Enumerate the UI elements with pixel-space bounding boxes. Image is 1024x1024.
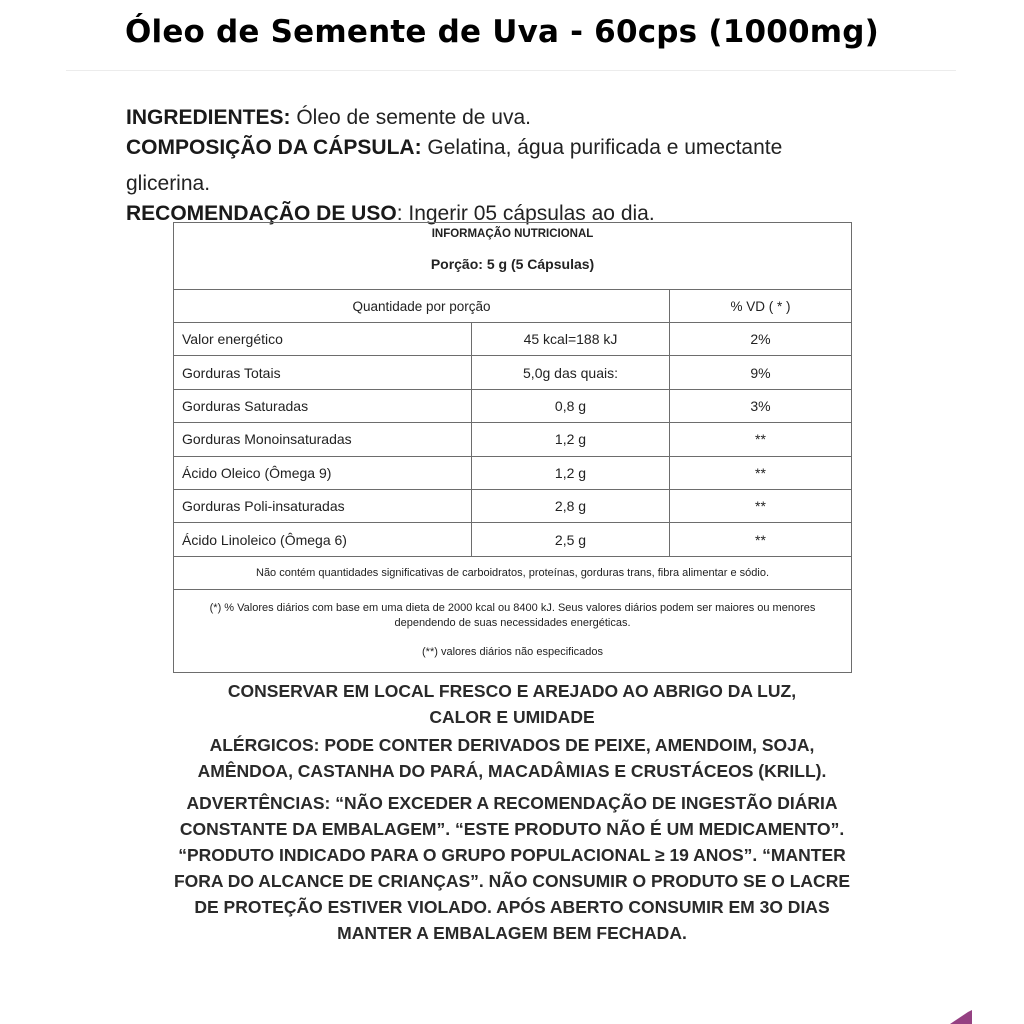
usage-text: : Ingerir 05 cápsulas ao dia. xyxy=(396,202,655,225)
capsule-line xyxy=(126,133,916,163)
nutrient-vd: 3% xyxy=(670,389,852,422)
advert-line-4: FORA DO ALCANCE DE CRIANÇAS”. NÃO CONSUMIR O PRODUTO SE O LACRE xyxy=(173,871,851,891)
nutrient-amount: 2,5 g xyxy=(472,523,670,556)
nutrient-vd: ** xyxy=(670,456,852,489)
nutrient-rows xyxy=(174,323,852,557)
allergen-line-1: ALÉRGICOS: PODE CONTER DERIVADOS DE PEIXE, AMENDOIM, SOJA, xyxy=(209,735,815,755)
nutrient-name: Gorduras Monoinsaturadas xyxy=(174,423,472,456)
page-title: Óleo de Semente de Uva - 60cps (1000mg) xyxy=(124,14,880,50)
nutrition-table xyxy=(173,222,852,673)
ingredients-label: INGREDIENTES: xyxy=(126,106,291,129)
nutrient-name: Gorduras Totais xyxy=(174,356,472,389)
table-row xyxy=(174,489,852,522)
nutrient-name: Ácido Oleico (Ômega 9) xyxy=(174,456,472,489)
footnote-unspecified: (**) valores diários não especificados xyxy=(422,646,603,659)
capsule-text: Gelatina, água purificada e umectante xyxy=(421,136,783,159)
nutrient-name: Valor energético xyxy=(174,323,472,356)
table-row xyxy=(174,456,852,489)
advert-line-5: DE PROTEÇÃO ESTIVER VIOLADO. APÓS ABERTO CONSUMIR EM 3O DIAS xyxy=(194,897,830,917)
allergen-warning xyxy=(100,732,924,784)
usage-label: RECOMENDAÇÃO DE USO xyxy=(126,202,397,225)
nutrient-vd: 2% xyxy=(670,323,852,356)
nutrition-footnotes xyxy=(174,589,852,672)
advertencias-warning xyxy=(100,790,924,946)
nutrition-header-row xyxy=(174,223,852,290)
nutrient-name: Ácido Linoleico (Ômega 6) xyxy=(174,523,472,556)
title-divider xyxy=(66,70,956,71)
table-row xyxy=(174,323,852,356)
ingredients-line xyxy=(126,103,916,133)
capsule-label: COMPOSIÇÃO DA CÁPSULA: xyxy=(126,136,422,159)
corner-accent-shape xyxy=(950,1010,972,1024)
footnote-row xyxy=(174,589,852,672)
allergen-line-2: AMÊNDOA, CASTANHA DO PARÁ, MACADÂMIAS E CRUSTÁCEOS (KRILL). xyxy=(197,761,827,781)
capsule-line-continued: glicerina. xyxy=(126,172,211,195)
storage-line-1: CONSERVAR EM LOCAL FRESCO E AREJADO AO ABRIGO DA LUZ, xyxy=(227,681,797,701)
nutrient-amount: 45 kcal=188 kJ xyxy=(472,323,670,356)
nutrient-amount: 1,2 g xyxy=(472,423,670,456)
portion-size: Porção: 5 g (5 Cápsulas) xyxy=(430,256,595,272)
storage-line-2: CALOR E UMIDADE xyxy=(429,707,595,727)
nutrient-name: Gorduras Saturadas xyxy=(174,389,472,422)
advert-line-2: CONSTANTE DA EMBALAGEM”. “ESTE PRODUTO NÃO É UM MEDICAMENTO”. xyxy=(179,819,845,839)
nutrient-amount: 2,8 g xyxy=(472,489,670,522)
nutrient-vd: ** xyxy=(670,423,852,456)
nutrient-vd: 9% xyxy=(670,356,852,389)
table-row xyxy=(174,523,852,556)
nutrient-vd: ** xyxy=(670,523,852,556)
nutrient-amount: 1,2 g xyxy=(472,456,670,489)
nutrition-note: Não contém quantidades significativas de carboidratos, proteínas, gorduras trans, fibra alimentar e sódio. xyxy=(174,556,852,589)
note-row xyxy=(174,556,852,589)
ingredients-text: Óleo de semente de uva. xyxy=(290,106,532,129)
nutrient-name: Gorduras Poli-insaturadas xyxy=(174,489,472,522)
column-header-quantity: Quantidade por porção xyxy=(174,290,670,323)
nutrition-header xyxy=(174,223,852,290)
table-row xyxy=(174,356,852,389)
nutrition-heading: INFORMAÇÃO NUTRICIONAL xyxy=(431,228,594,240)
nutrient-amount: 5,0g das quais: xyxy=(472,356,670,389)
corner-accent-icon xyxy=(946,1010,972,1024)
footnote-daily-values: (*) % Valores diários com base em uma dieta de 2000 kcal ou 8400 kJ. Seus valores diários podem ser maiores ou menores dependendo de suas necessidades energéticas. xyxy=(209,602,816,630)
table-row xyxy=(174,423,852,456)
nutrient-amount: 0,8 g xyxy=(472,389,670,422)
ingredients-section xyxy=(126,103,916,229)
column-header-row xyxy=(174,290,852,323)
advert-line-1: ADVERTÊNCIAS: “NÃO EXCEDER A RECOMENDAÇÃO DE INGESTÃO DIÁRIA xyxy=(186,793,838,813)
advert-line-6: MANTER A EMBALAGEM BEM FECHADA. xyxy=(337,923,687,943)
column-header-vd: % VD ( * ) xyxy=(670,290,852,323)
storage-instructions xyxy=(100,678,924,730)
table-row xyxy=(174,389,852,422)
advert-line-3: “PRODUTO INDICADO PARA O GRUPO POPULACIONAL ≥ 19 ANOS”. “MANTER xyxy=(178,845,846,865)
nutrient-vd: ** xyxy=(670,489,852,522)
